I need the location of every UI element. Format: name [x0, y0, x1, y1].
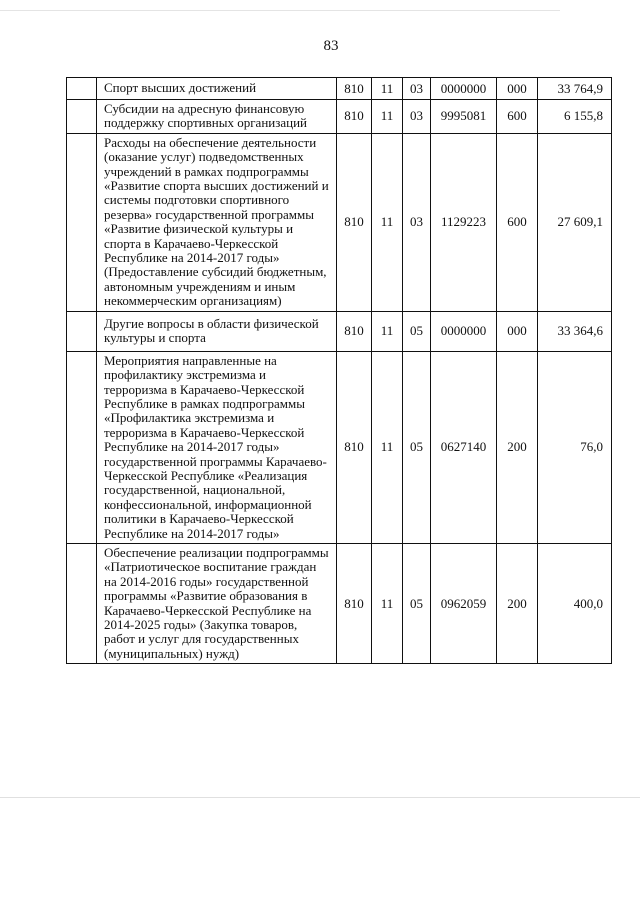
expense-type-cell: 600 — [497, 133, 538, 311]
page-number: 83 — [323, 38, 339, 54]
section-code-cell: 11 — [372, 133, 403, 311]
description-line: системы подготовки спортивного — [104, 192, 290, 208]
description-line: некоммерческим организациям) — [104, 293, 282, 309]
expense-type-cell: 600 — [497, 100, 538, 134]
description-line: политики в Карачаево-Черкесской — [104, 511, 294, 527]
description-line: Расходы на обеспечение деятельности — [104, 134, 317, 150]
table-row — [67, 78, 612, 100]
row-number-cell — [67, 100, 97, 134]
description-line: Спорт высших достижений — [104, 80, 257, 96]
ministry-code-cell: 810 — [337, 78, 372, 100]
description-line: профилактику экстремизма и — [104, 367, 266, 383]
description-line: Республике на 2014-2017 годы» — [104, 439, 280, 455]
description-line: (муниципальных) нужд) — [104, 645, 240, 661]
subsection-code-cell: 05 — [403, 351, 431, 543]
amount-cell: 400,0 — [538, 543, 612, 663]
description-cell — [97, 78, 337, 100]
target-article-cell: 0962059 — [431, 543, 497, 663]
description-line: «Профилактика экстремизма и — [104, 410, 275, 426]
ministry-code-cell: 810 — [337, 311, 372, 351]
description-cell — [97, 100, 337, 134]
section-code-cell: 11 — [372, 543, 403, 663]
description-line: Республике в рамках подпрограммы — [104, 395, 305, 411]
description-line: (оказание услуг) подведомственных — [104, 149, 304, 165]
target-article-cell: 0000000 — [431, 78, 497, 100]
target-article-cell: 0000000 — [431, 311, 497, 351]
subsection-code-cell: 03 — [403, 100, 431, 134]
expense-type-cell: 000 — [497, 78, 538, 100]
description-line: культуры и спорта — [104, 330, 206, 346]
description-line: Черкесской Республике «Реализация — [104, 467, 308, 483]
description-line: спорта в Карачаево-Черкесской — [104, 235, 279, 251]
description-line: Другие вопросы в области физической — [104, 315, 319, 331]
ministry-code-cell: 810 — [337, 543, 372, 663]
subsection-code-cell: 05 — [403, 311, 431, 351]
amount-cell: 33 364,6 — [538, 311, 612, 351]
ministry-code-cell: 810 — [337, 100, 372, 134]
description-line: терроризма в Карачаево-Черкесской — [104, 381, 305, 397]
section-code-cell: 11 — [372, 351, 403, 543]
subsection-code-cell: 03 — [403, 78, 431, 100]
description-line: резерва» государственной программы — [104, 206, 314, 222]
description-line: конфессиональной, информационной — [104, 496, 312, 512]
description-line: «Развитие физической культуры и — [104, 221, 294, 237]
description-line: Субсидии на адресную финансовую — [104, 101, 305, 116]
table-row — [67, 351, 612, 543]
description-line: государственной, национальной, — [104, 482, 286, 498]
budget-table — [66, 77, 612, 664]
row-number-cell — [67, 543, 97, 663]
amount-cell: 33 764,9 — [538, 78, 612, 100]
table-row — [67, 100, 612, 134]
row-number-cell — [67, 133, 97, 311]
table-row — [67, 543, 612, 663]
subsection-code-cell: 03 — [403, 133, 431, 311]
scan-mark-top — [0, 10, 560, 11]
section-code-cell: 11 — [372, 311, 403, 351]
description-line: Республике на 2014-2017 годы» — [104, 250, 280, 266]
description-cell — [97, 133, 337, 311]
description-line: Карачаево-Черкесской Республике на — [104, 602, 312, 618]
amount-cell: 76,0 — [538, 351, 612, 543]
ministry-code-cell: 810 — [337, 133, 372, 311]
scan-mark-bottom — [0, 797, 640, 798]
description-line: Обеспечение реализации подпрограммы — [104, 544, 329, 560]
budget-table-body — [67, 78, 612, 664]
description-line: программы «Развитие образования в — [104, 588, 308, 604]
description-line: «Патриотическое воспитание граждан — [104, 559, 317, 575]
description-line: терроризма в Карачаево-Черкесской — [104, 424, 305, 440]
row-number-cell — [67, 351, 97, 543]
description-cell — [97, 351, 337, 543]
description-line: Мероприятия направленные на — [104, 352, 277, 368]
description-line: Республике на 2014-2017 годы» — [104, 525, 280, 541]
description-line: государственной программы Карачаево- — [104, 453, 327, 469]
section-code-cell: 11 — [372, 78, 403, 100]
ministry-code-cell: 810 — [337, 351, 372, 543]
amount-cell: 6 155,8 — [538, 100, 612, 134]
section-code-cell: 11 — [372, 100, 403, 134]
description-line: работ и услуг для государственных — [104, 631, 299, 647]
description-line: автономным учреждениям и иным — [104, 278, 296, 294]
row-number-cell — [67, 78, 97, 100]
target-article-cell: 1129223 — [431, 133, 497, 311]
target-article-cell: 9995081 — [431, 100, 497, 134]
description-line: 2014-2025 годы» (Закупка товаров, — [104, 617, 298, 632]
expense-type-cell: 200 — [497, 543, 538, 663]
amount-cell: 27 609,1 — [538, 133, 612, 311]
description-cell — [97, 543, 337, 663]
table-row — [67, 311, 612, 351]
target-article-cell: 0627140 — [431, 351, 497, 543]
description-cell — [97, 311, 337, 351]
subsection-code-cell: 05 — [403, 543, 431, 663]
row-number-cell — [67, 311, 97, 351]
description-line: на 2014-2016 годы» государственной — [104, 573, 309, 589]
description-line: поддержку спортивных организаций — [104, 115, 308, 131]
description-line: «Развитие спорта высших достижений и — [104, 178, 329, 194]
expense-type-cell: 200 — [497, 351, 538, 543]
table-row — [67, 133, 612, 311]
description-line: (Предоставление субсидий бюджетным, — [104, 264, 327, 280]
expense-type-cell: 000 — [497, 311, 538, 351]
description-line: учреждений в рамках подпрограммы — [104, 163, 309, 179]
